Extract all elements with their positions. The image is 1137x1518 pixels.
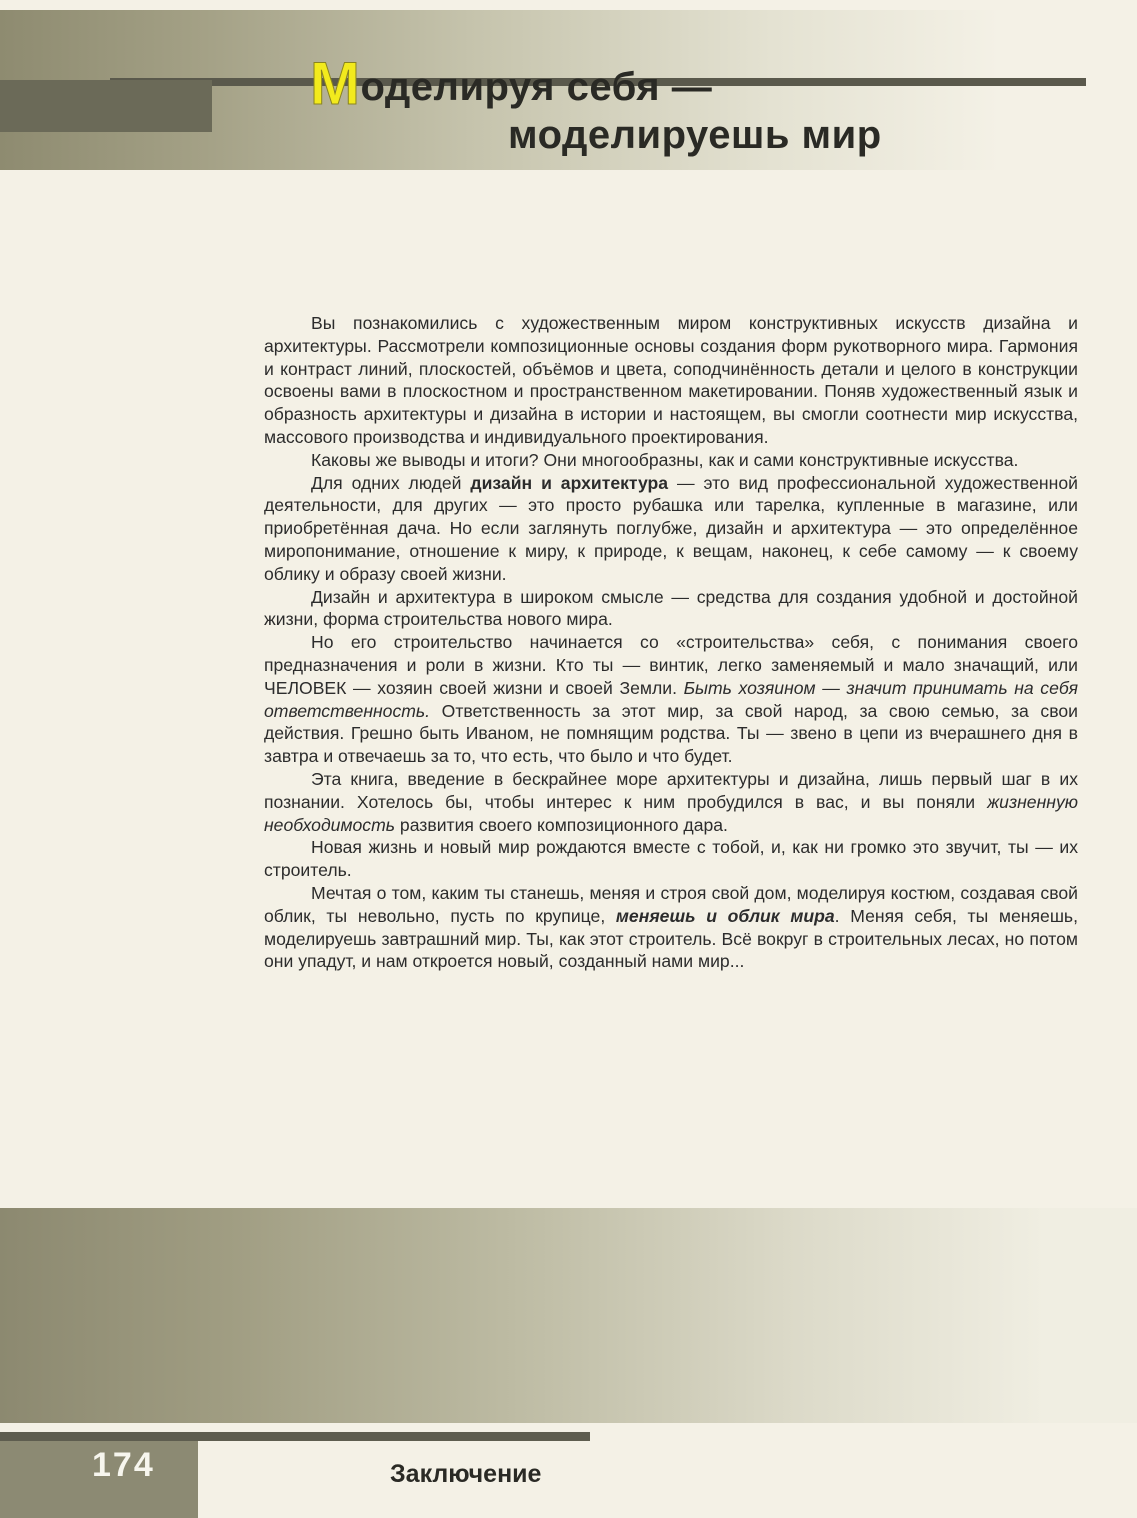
text-run: Эта книга, введение в бескрайнее море архитектуры и дизайна, лишь первый шаг в их познании. Хотелось бы, чтобы интерес к ним пробудился в вас, и вы поняли	[264, 768, 1078, 812]
paragraph	[264, 449, 1078, 472]
footer-rule	[0, 1432, 590, 1441]
footer-gradient-band	[0, 1208, 1137, 1423]
title-line-1-text: оделируя себя —	[360, 65, 713, 109]
text-run: Для одних людей	[311, 472, 471, 493]
paragraph	[264, 631, 1078, 768]
title-drop-letter: М	[310, 50, 361, 117]
page-title	[310, 50, 950, 159]
header-dark-block	[0, 80, 212, 132]
text-run: Вы познакомились с художественным миром конструктивных искусств дизайна и архитектуры. Рассмотрели композиционные основы создания форм рукотворного мира. Гармония и контраст линий, плоскостей, объёмов и цвета, соподчинённость детали и целого в конструкции освоены вами в плоскостном и пространственном макетировании. Поняв художественный язык и образность архитектуры и дизайна в истории и настоящем, вы смогли соотнести мир искусства, массового производства и индивидуального проектирования.	[264, 313, 1078, 447]
emphasis-text: Быть хозяином — значит принимать на себя ответственность.	[264, 677, 1078, 721]
title-line-2: моделируешь мир	[508, 113, 882, 157]
text-run: . Меняя себя, ты меняешь, моделируешь завтрашний мир. Ты, как этот строитель. Всё вокруг в строительных лесах, но потом они упадут, и нам откроется новый, созданный нами мир...	[264, 905, 1078, 972]
text-run: Мечтая о том, каким ты станешь, меняя и строя свой дом, моделируя костюм, создавая свой облик, ты невольно, пусть по крупице,	[264, 882, 1078, 926]
paragraph	[264, 586, 1078, 632]
emphasis-text: жизненную необходимость	[264, 791, 1078, 835]
title-line-1	[310, 50, 950, 117]
emphasis-text: дизайн и архитектура	[470, 472, 669, 493]
text-run: Каковы же выводы и итоги? Они многообразны, как и сами конструктивные искусства.	[311, 449, 1019, 470]
paragraph	[264, 312, 1078, 449]
text-run: Ответственность за этот мир, за свой народ, за свою семью, за свои действия. Грешно быть Иваном, не помнящим родства. Ты — звено в цепи из вчерашнего дня в завтра и отвечаешь за то, что есть, что было и что будет.	[264, 700, 1078, 767]
paragraph	[264, 768, 1078, 836]
paragraph	[264, 836, 1078, 882]
text-run: Но его строительство начинается со «строительства» себя, с понимания своего предназначения и роли в жизни. Кто ты — винтик, легко заменяемый и мало значащий, или ЧЕЛОВЕК — хозяин своей жизни и своей Земли.	[264, 632, 1078, 698]
section-label: Заключение	[390, 1460, 542, 1488]
body-text	[264, 312, 1078, 973]
paragraph	[264, 882, 1078, 973]
text-run: — это вид профессиональной художественной деятельности, для других — это просто рубашка или тарелка, купленные в магазине, или приобретённая дача. Но если заглянуть поглубже, дизайн и архитектура — это определённое миропонимание, отношение к миру, к природе, к вещам, наконец, к себе самому — к своему облику и образу своей жизни.	[264, 472, 1078, 584]
text-run: Новая жизнь и новый мир рождаются вместе с тобой, и, как ни громко это звучит, ты — их строитель.	[264, 837, 1078, 881]
paragraph	[264, 472, 1078, 586]
text-run: развития своего композиционного дара.	[395, 814, 728, 835]
text-run: Дизайн и архитектура в широком смысле — средства для создания удобной и достойной жизни, форма строительства нового мира.	[264, 586, 1078, 630]
emphasis-text: меняешь и облик мира	[615, 905, 835, 926]
page-number: 174	[92, 1446, 155, 1484]
